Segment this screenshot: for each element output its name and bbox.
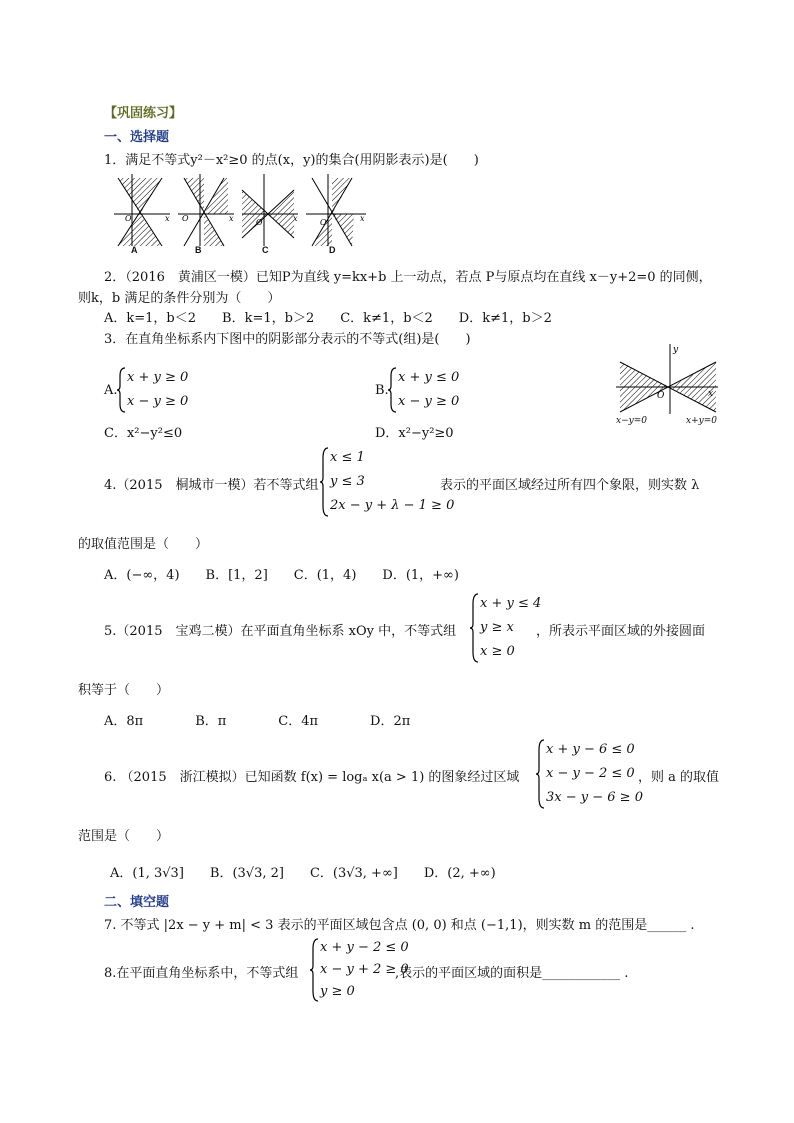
q1-figure-d bbox=[306, 174, 366, 246]
question-5-line-2: 积等于（ ） bbox=[78, 683, 170, 698]
part1-title: 一、选择题 bbox=[104, 130, 170, 145]
q3-figure bbox=[612, 342, 722, 414]
q3-option-c: C．x²−y²≤0 bbox=[104, 426, 183, 441]
q5-row-2: y ≥ x bbox=[480, 620, 514, 635]
q3-option-d: D．x²−y²≥0 bbox=[375, 426, 454, 441]
svg-text:y: y bbox=[673, 345, 679, 355]
q1-figure-b bbox=[178, 174, 234, 246]
question-5-options: A．8π B．π C．4π D．2π bbox=[104, 714, 411, 729]
question-7: 7. 不等式 |2x − y + m| < 3 表示的平面区域包含点 (0, 0) 和点 (−1,1)，则实数 m 的范围是______ . bbox=[104, 918, 695, 933]
q5-row-1: x + y ≤ 4 bbox=[480, 596, 542, 611]
q4-row-1: x ≤ 1 bbox=[330, 450, 365, 465]
q3-figure-label-right: x+y=0 bbox=[686, 416, 717, 426]
q3-option-a-label: A. bbox=[104, 383, 118, 398]
question-2-line-1: 2．（2016 黄浦区一模）已知P为直线 y=kx+b 上一动点，若点 P与原点均在直线 x－y+2=0 的同侧， bbox=[104, 270, 712, 285]
svg-text:O: O bbox=[657, 391, 665, 401]
svg-text:x: x bbox=[708, 389, 714, 399]
q6-row-3: 3x − y − 6 ≥ 0 bbox=[546, 790, 643, 805]
q4-row-3: 2x − y + λ − 1 ≥ 0 bbox=[330, 498, 455, 513]
question-3: 3．在直角坐标系内下图中的阴影部分表示的不等式(组)是( ) bbox=[104, 332, 471, 347]
question-8-prefix: 8.在平面直角坐标系中，不等式组 bbox=[104, 966, 299, 981]
q8-row-3: y ≥ 0 bbox=[320, 984, 355, 999]
svg-text:x: x bbox=[165, 214, 170, 223]
q1-figure-c bbox=[242, 174, 298, 246]
question-4-suffix: 表示的平面区域经过所有四个象限，则实数 λ bbox=[440, 478, 700, 493]
question-6-prefix: 6. （2015 浙江模拟）已知函数 f(x) = logₐ x(a > 1) 的图象经过区域 bbox=[104, 770, 520, 785]
q5-row-3: x ≥ 0 bbox=[480, 644, 515, 659]
q3-figure-label-left: x−y=0 bbox=[616, 416, 647, 426]
q1-label-a: A bbox=[131, 245, 138, 255]
question-5-suffix: ，所表示平面区域的外接圆面 bbox=[536, 624, 706, 639]
question-6-suffix: ，则 a 的取值 bbox=[638, 770, 720, 785]
q1-label-d: D bbox=[329, 245, 336, 255]
question-1: 1．满足不等式y²－x²≥0 的点(x，y)的集合(用阴影表示)是( ) bbox=[104, 153, 479, 168]
q1-label-b: B bbox=[195, 245, 202, 255]
question-6-options: A．(1, 3√3] B．(3√3, 2] C．(3√3, +∞] D．(2, +∞) bbox=[110, 866, 496, 881]
question-2-line-2: 则k，b 满足的条件分别为（ ） bbox=[78, 291, 281, 306]
section-title: 【巩固练习】 bbox=[104, 106, 183, 121]
svg-text:O: O bbox=[182, 214, 189, 223]
question-5-prefix: 5.（2015 宝鸡二模）在平面直角坐标系 xOy 中，不等式组 bbox=[104, 624, 457, 639]
q4-row-2: y ≤ 3 bbox=[330, 474, 365, 489]
q3-b-row-1: x + y ≤ 0 bbox=[398, 370, 460, 385]
q8-row-1: x + y − 2 ≤ 0 bbox=[320, 940, 409, 955]
question-4-options: A．(−∞，4) B．[1，2] C．(1，4) D．(1，+∞) bbox=[104, 568, 459, 583]
q1-figure-a bbox=[114, 174, 170, 246]
question-4-prefix: 4.（2015 桐城市一模）若不等式组 bbox=[104, 478, 319, 493]
q3-option-b-label: B. bbox=[375, 383, 389, 398]
svg-text:O: O bbox=[125, 214, 132, 223]
svg-text:x: x bbox=[229, 214, 234, 223]
svg-text:x: x bbox=[360, 214, 365, 223]
q8-row-2: x − y + 2 ≥ 0 bbox=[320, 962, 409, 977]
part2-title: 二、填空题 bbox=[104, 895, 170, 910]
question-6-line-2: 范围是（ ） bbox=[78, 829, 170, 844]
svg-text:x: x bbox=[293, 214, 298, 223]
question-2-options: A．k=1，b＜2 B．k=1，b＞2 C．k≠1，b＜2 D．k≠1，b＞2 bbox=[104, 311, 552, 326]
question-8-suffix: ,表示的平面区域的面积是____________ . bbox=[395, 966, 629, 981]
question-4-line-2: 的取值范围是（ ） bbox=[78, 537, 209, 552]
q6-row-1: x + y − 6 ≤ 0 bbox=[546, 742, 635, 757]
q3-b-row-2: x − y ≥ 0 bbox=[398, 394, 460, 409]
q3-a-row-2: x − y ≥ 0 bbox=[127, 394, 189, 409]
q1-label-c: C bbox=[262, 245, 269, 255]
q6-row-2: x − y − 2 ≤ 0 bbox=[546, 766, 635, 781]
q3-a-row-1: x + y ≥ 0 bbox=[127, 370, 189, 385]
svg-text:O: O bbox=[256, 218, 263, 227]
svg-text:O: O bbox=[320, 218, 327, 227]
